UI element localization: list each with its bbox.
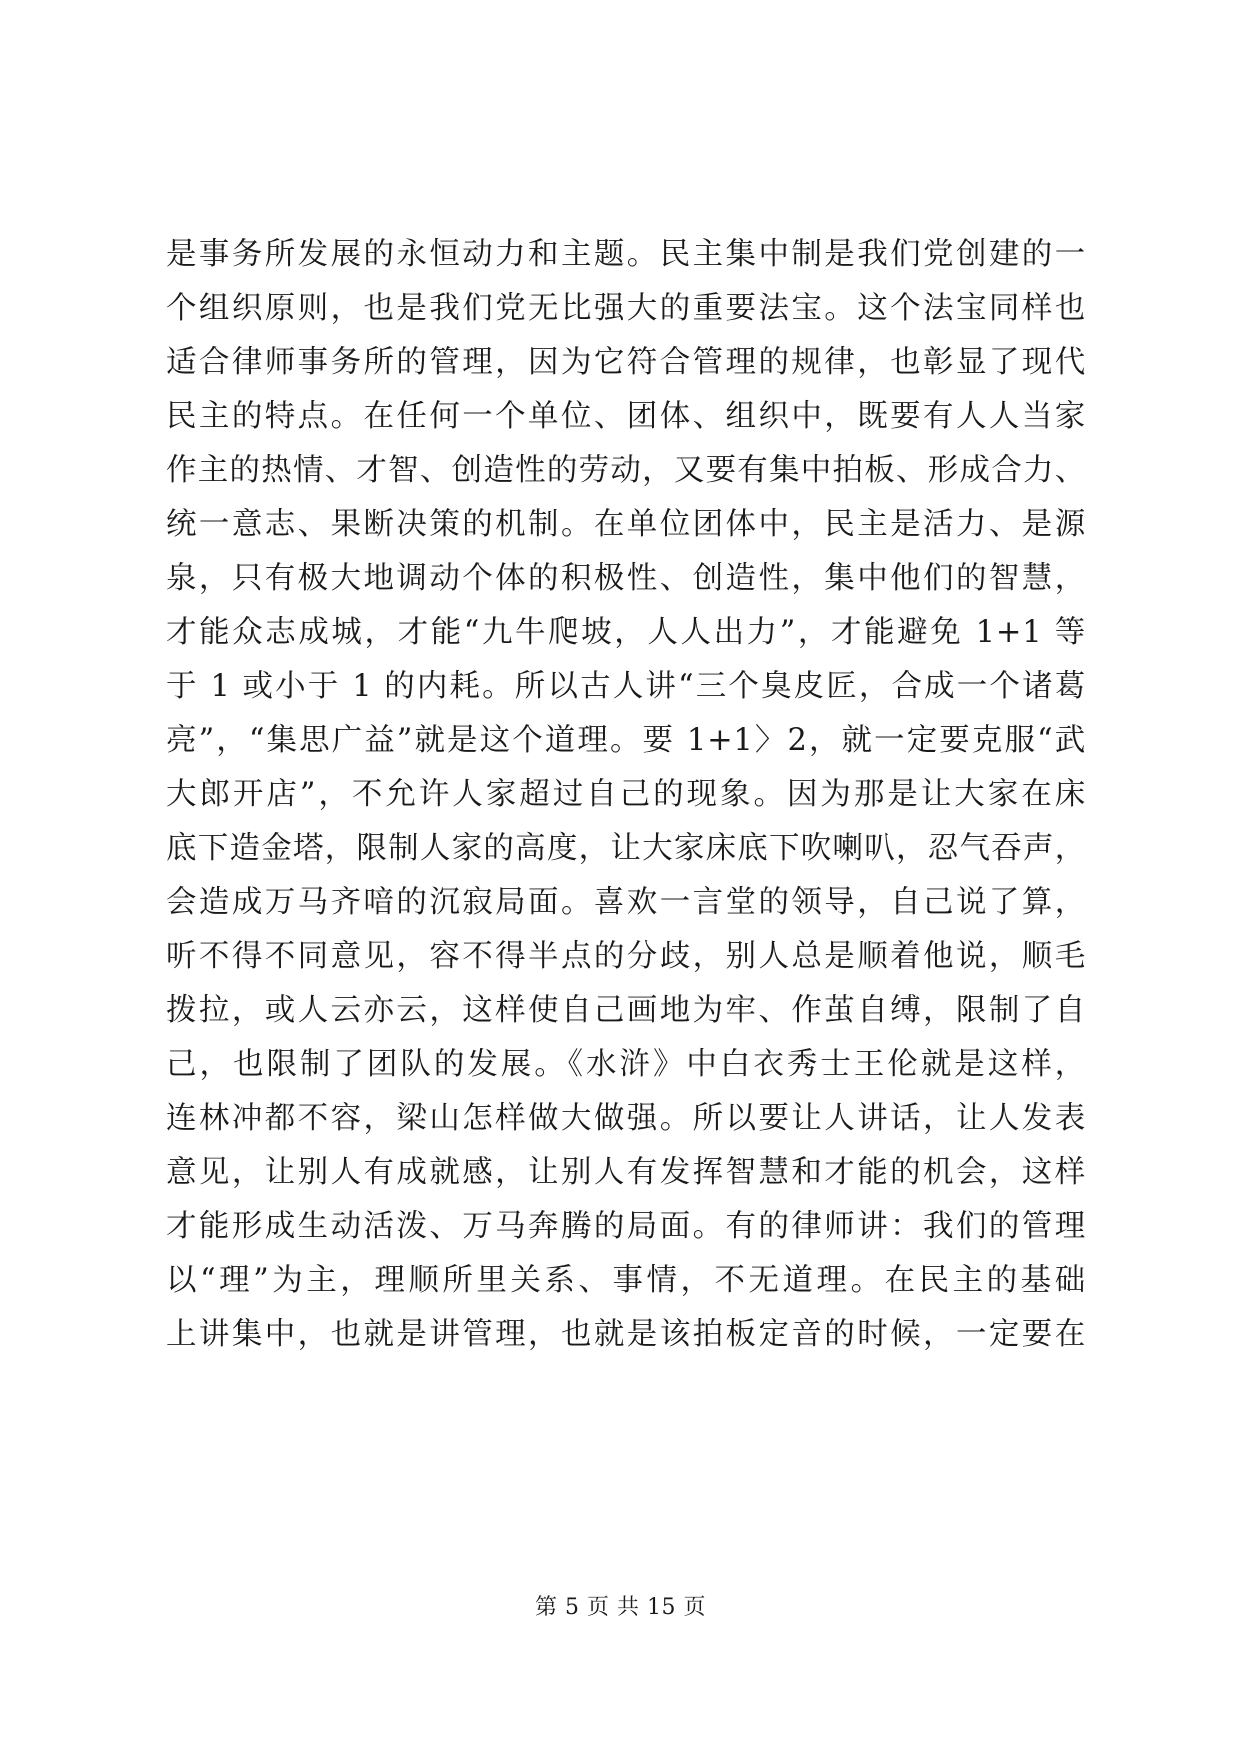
text-line: 泉，只有极大地调动个体的积极性、创造性，集中他们的智慧， bbox=[166, 561, 1086, 596]
text-line: 以“理”为主，理顺所里关系、事情，不无道理。在民主的基础 bbox=[166, 1263, 1086, 1298]
text-line: 听不得不同意见，容不得半点的分歧，别人总是顺着他说，顺毛 bbox=[166, 939, 1086, 974]
text-line: 个组织原则，也是我们党无比强大的重要法宝。这个法宝同样也 bbox=[166, 291, 1086, 326]
text-line: 统一意志、果断决策的机制。在单位团体中，民主是活力、是源 bbox=[166, 507, 1086, 542]
text-line: 才能形成生动活泼、万马奔腾的局面。有的律师讲：我们的管理 bbox=[166, 1209, 1086, 1244]
text-line: 是事务所发展的永恒动力和主题。民主集中制是我们党创建的一 bbox=[166, 237, 1086, 272]
text-line: 连林冲都不容，梁山怎样做大做强。所以要让人讲话，让人发表 bbox=[166, 1101, 1086, 1136]
body-text bbox=[166, 228, 1086, 1362]
text-line: 大郎开店”，不允许人家超过自己的现象。因为那是让大家在床 bbox=[166, 777, 1086, 812]
text-line: 拨拉，或人云亦云，这样使自己画地为牢、作茧自缚，限制了自 bbox=[166, 993, 1086, 1028]
text-line: 会造成万马齐喑的沉寂局面。喜欢一言堂的领导，自己说了算， bbox=[166, 885, 1086, 920]
text-line: 才能众志成城，才能“九牛爬坡，人人出力”，才能避免 1+1 等 bbox=[166, 615, 1086, 650]
text-line: 上讲集中，也就是讲管理，也就是该拍板定音的时候，一定要在 bbox=[166, 1317, 1086, 1352]
text-line: 意见，让别人有成就感，让别人有发挥智慧和才能的机会，这样 bbox=[166, 1155, 1086, 1190]
text-line: 适合律师事务所的管理，因为它符合管理的规律，也彰显了现代 bbox=[166, 345, 1086, 380]
text-line: 底下造金塔，限制人家的高度，让大家床底下吹喇叭，忍气吞声， bbox=[166, 831, 1086, 866]
text-line: 于 1 或小于 1 的内耗。所以古人讲“三个臭皮匠，合成一个诸葛 bbox=[166, 669, 1086, 704]
text-line: 己，也限制了团队的发展。《水浒》中白衣秀士王伦就是这样， bbox=[166, 1047, 1086, 1082]
text-line: 作主的热情、才智、创造性的劳动，又要有集中拍板、形成合力、 bbox=[166, 453, 1086, 488]
text-line: 亮”，“集思广益”就是这个道理。要 1+1〉2，就一定要克服“武 bbox=[166, 723, 1086, 758]
page-indicator: 第 5 页 共 15 页 bbox=[535, 1595, 706, 1620]
page-footer bbox=[0, 1593, 1241, 1623]
text-line: 民主的特点。在任何一个单位、团体、组织中，既要有人人当家 bbox=[166, 399, 1086, 434]
